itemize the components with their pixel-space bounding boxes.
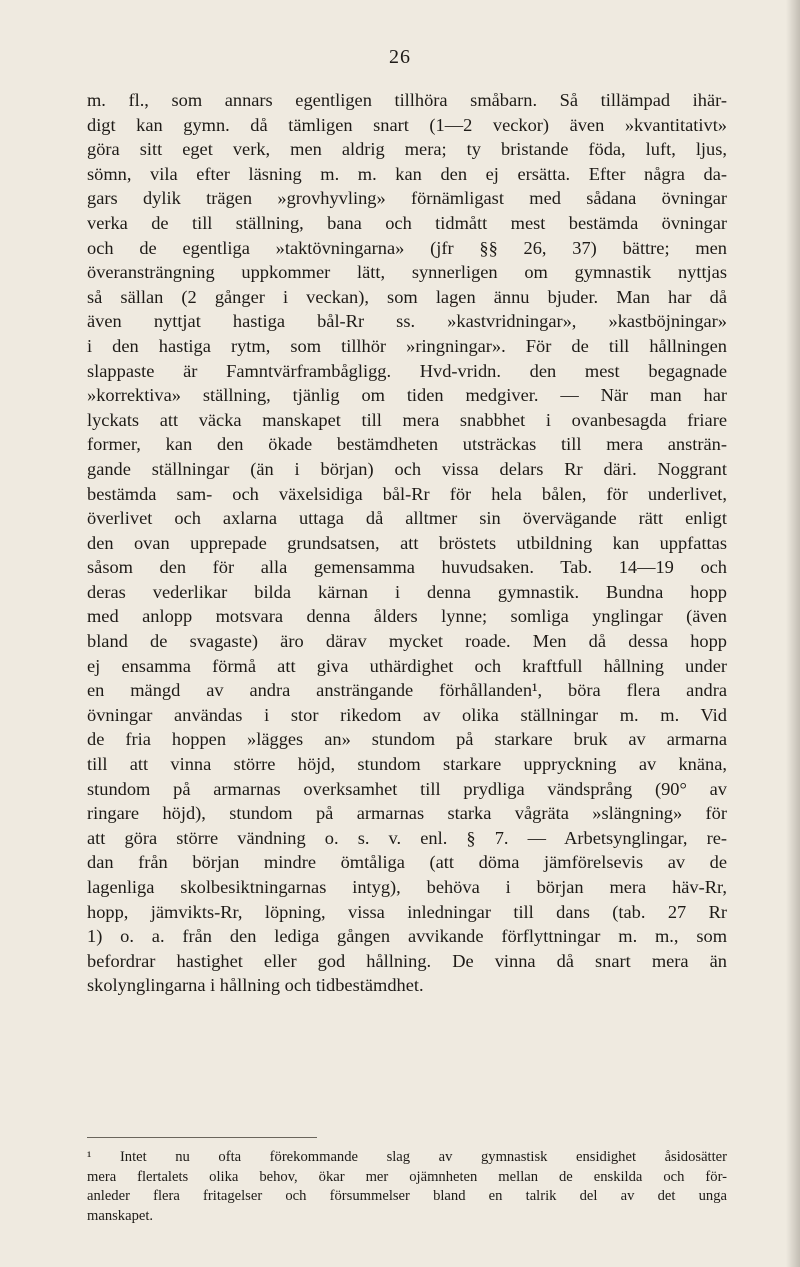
text-line: och de egentliga »taktövningarna» (jfr §§ 26, 37) bättre; men [87,237,727,258]
text-line: göra sitt eget verk, men aldrig mera; ty bristande föda, luft, ljus, [87,139,727,160]
text-line: de fria hoppen »lägges an» stundom på starkare bruk av armarna [87,729,727,750]
text-line: den ovan upprepade grundsatsen, att bröstets utbildning kan uppfattas [87,532,727,553]
text-line: gars dylik trägen »grovhyvling» förnämligast med sådana övningar [87,188,727,209]
text-line: bland de svagaste) äro därav mycket roade. Men då dessa hopp [87,631,727,652]
text-line: en mängd av andra ansträngande förhållanden¹, böra flera andra [87,680,727,701]
text-line: så sällan (2 gånger i veckan), som lagen ännu bjuder. Man har då [87,286,727,307]
text-line: verka de till ställning, bana och tidmått mest bestämda övningar [87,212,727,233]
text-line: ej ensamma förmå att giva uthärdighet och kraftfull hållning under [87,655,727,676]
text-line: skolynglingarna i hållning och tidbestämdhet. [87,975,424,996]
text-line: befordrar hastighet eller god hållning. De vinna då snart mera än [87,950,727,971]
text-line: sömn, vila efter läsning m. m. kan den ej ersätta. Efter några da- [87,163,727,184]
footnote-line: manskapet. [87,1207,154,1224]
text-line: i den hastiga rytm, som tillhör »ringningar». För de till hållningen [87,335,727,356]
text-line: att göra större vändning o. s. v. enl. § 7. — Arbetsynglingar, re- [87,827,727,848]
text-line: såsom den för alla gemensamma huvudsaken. Tab. 14—19 och [87,557,727,578]
text-line: övningar användas i stor rikedom av olika ställningar m. m. Vid [87,704,727,725]
text-line: överlivet och axlarna uttaga då alltmer sin övervägande rätt enligt [87,508,727,529]
text-line: slappaste är Famntvärframbågligg. Hvd-vridn. den mest begagnade [87,360,727,381]
footnote-line: mera flertalets olika behov, ökar mer ojämnheten mellan de enskilda och för- [87,1168,727,1185]
text-line: digt kan gymn. då tämligen snart (1—2 veckor) även »kvantitativt» [87,114,727,135]
text-line: 1) o. a. från den lediga gången avvikande förflyttningar m. m., som [87,926,727,947]
footnote [87,1148,727,1226]
footnote-divider [87,1137,317,1138]
text-line: lyckats att väcka manskapet till mera snabbhet i ovanbesagda friare [87,409,727,430]
text-line: m. fl., som annars egentligen tillhöra småbarn. Så tillämpad ihär- [87,90,727,110]
footnote-line: anleder flera fritagelser och försummelser bland en talrik del av det unga [87,1188,727,1205]
page-number: 26 [389,46,411,68]
text-line: gande ställningar (än i början) och vissa delars Rr däri. Noggrant [87,458,727,479]
text-line: »korrektiva» ställning, tjänlig om tiden medgiver. — När man har [87,385,727,406]
text-line: ringare höjd), stundom på armarnas starka vågräta »slängning» för [87,803,727,824]
text-line: med anlopp motsvara denna ålders lynne; somliga ynglingar (även [87,606,727,627]
text-line: stundom på armarnas overksamhet till prydliga vändsprång (90° av [87,778,727,799]
text-line: hopp, jämvikts-Rr, löpning, vissa inledningar till dans (tab. 27 Rr [87,901,727,922]
footnote-line: ¹ Intet nu ofta förekommande slag av gymnastisk ensidighet åsidosätter [87,1149,727,1165]
text-line: till att vinna större höjd, stundom starkare uppryckning av knäna, [87,754,727,775]
text-line: lagenliga skolbesiktningarnas intyg), behöva i början mera häv-Rr, [87,877,727,897]
text-line: överansträngning uppkommer lätt, synnerligen om gymnastik nyttjas [87,262,727,283]
text-line: dan från början mindre ömtåliga (att döma jämförelsevis av de [87,852,727,873]
text-line: även nyttjat hastiga bål-Rr ss. »kastvridningar», »kastböjningar» [87,311,727,332]
body-text [87,88,727,998]
text-line: bestämda sam- och växelsidiga bål-Rr för hela bålen, för underlivet, [87,483,727,504]
text-line: former, kan den ökade bestämdheten utsträckas till mera ansträn- [87,434,727,455]
page-edge-shadow [786,0,800,1267]
text-line: deras vederlikar bilda kärnan i denna gymnastik. Bundna hopp [87,581,727,602]
